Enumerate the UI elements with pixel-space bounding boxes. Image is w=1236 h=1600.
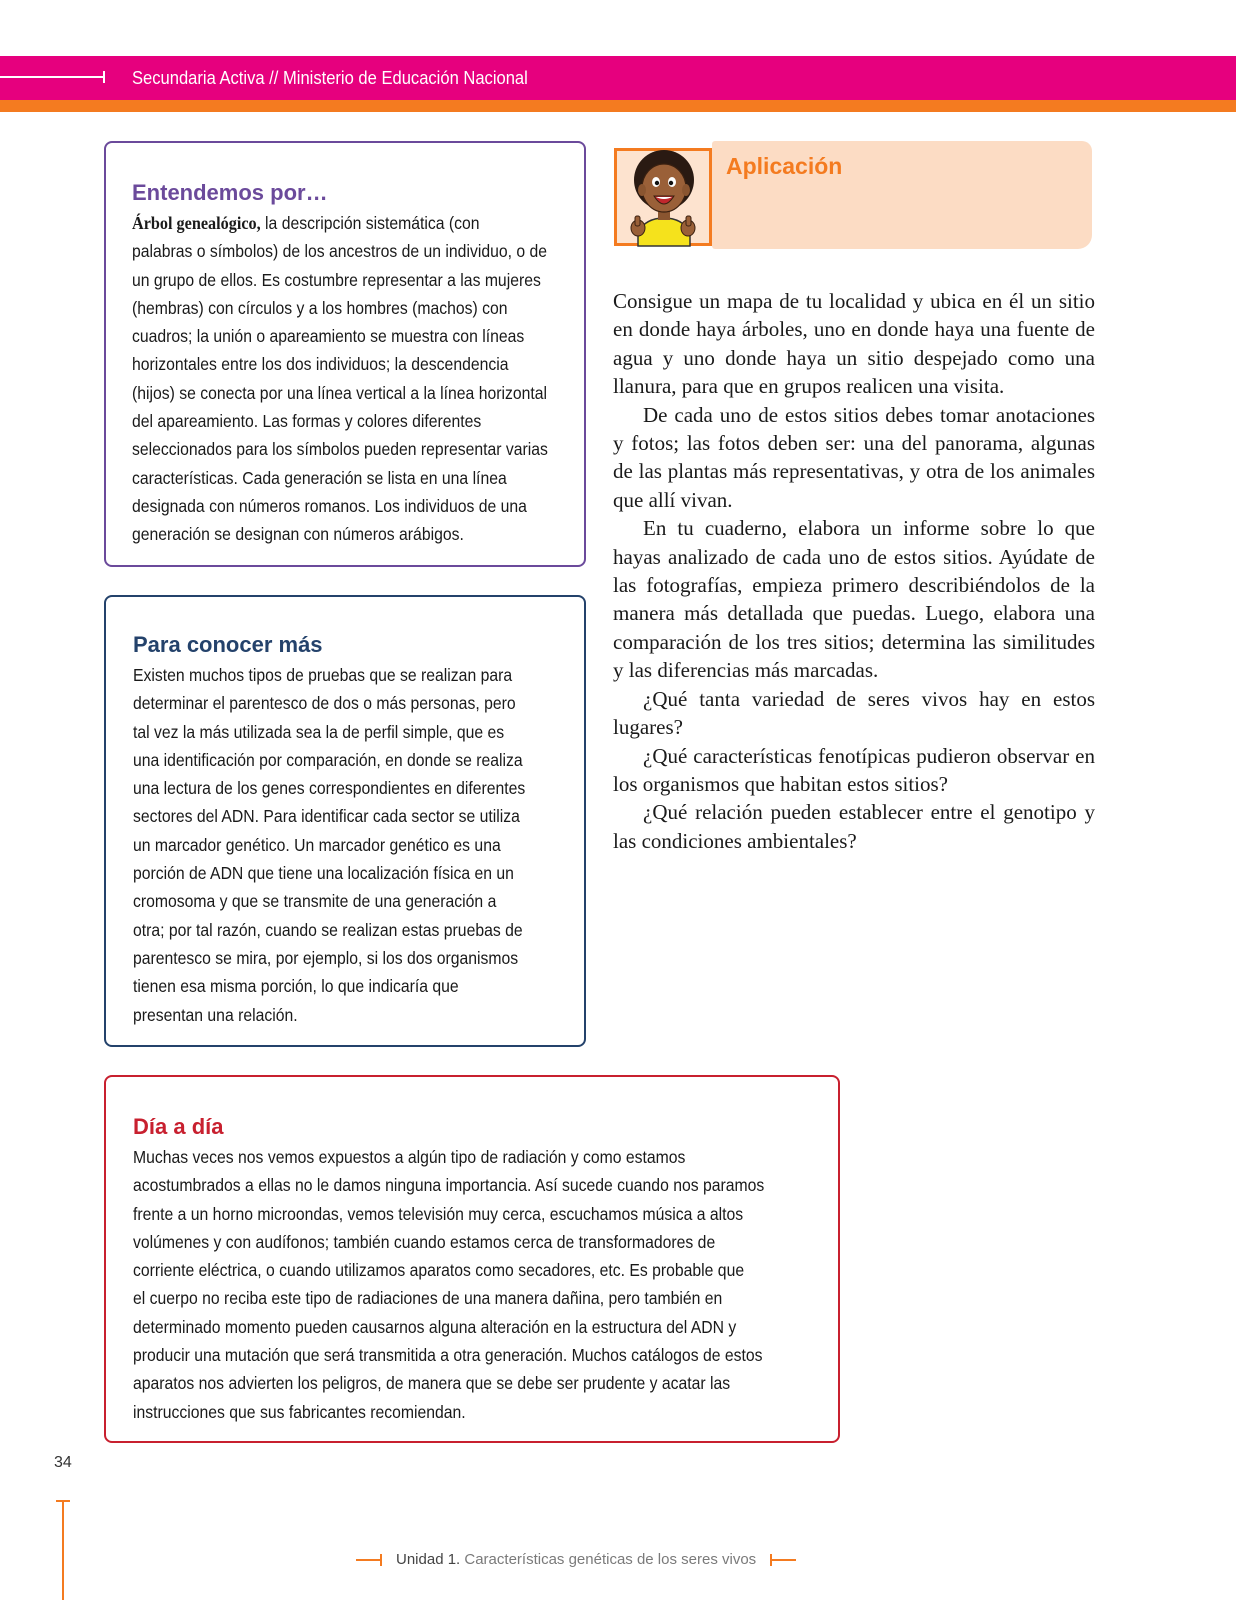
header-rule-tick (103, 71, 105, 83)
dia-text: Muchas veces nos vemos expuestos a algún tipo de radiación y como estamos acostumbrados a ellas no le damos ninguna importancia. Así sucede cuando nos paramos frente a un horno microondas, vemos televisión muy cerca, escuchamos música a altos volúmenes y con audífonos; también cuando estamos cerca de transformadores de corriente eléctrica, o cuando utilizamos aparatos como secadores, etc. Es probable que el cuerpo no reciba este tipo de radiaciones de una manera dañina, pero también en determinado momento pueden causarnos alguna alteración en la estructura del ADN y producir una mutación que será transmitida a otra generación. Muchos catálogos de estos aparatos nos advierten los peligros, de manera que se debe ser prudente y acatar las instrucciones que sus fabricantes recomiendan. (133, 1147, 765, 1422)
aplicacion-body (613, 287, 1095, 855)
conocer-box (104, 595, 586, 1047)
margin-rule (62, 1500, 64, 1600)
footer (356, 1550, 796, 1570)
entendemos-term: Árbol genealógico, (132, 213, 261, 233)
student-thumbs-up-icon (616, 140, 712, 248)
footer-title: Características genéticas de los seres vivos (460, 1551, 757, 1568)
footer-unit: Unidad 1. (396, 1551, 461, 1568)
aplicacion-question: ¿Qué características fenotípicas pudieron observar en los organismos que habitan estos sitios? (613, 743, 1095, 796)
footer-trail-rule (770, 1559, 796, 1561)
entendemos-box (104, 141, 586, 567)
dia-box (104, 1075, 840, 1443)
entendemos-title: Entendemos por… (132, 180, 328, 205)
aplicacion-question: ¿Qué relación pueden establecer entre el genotipo y las condiciones ambientales? (613, 800, 1095, 853)
margin-rule-tick (56, 1500, 70, 1502)
aplicacion-paragraph: En tu cuaderno, elabora un informe sobre lo que hayas analizado de cada uno de estos sitios. Ayúdate de las fotografías, empieza primero describiéndolos de la manera más detallada que puedas. Luego, elabora una comparación de los tres sitios; determina las similitudes y las diferencias más marcadas. (613, 516, 1095, 683)
entendemos-body (132, 209, 652, 549)
header-rule (0, 76, 104, 78)
aplicacion-paragraph: Consigue un mapa de tu localidad y ubica en él un sitio en donde haya árboles, uno en donde haya una fuente de agua y uno donde haya un sitio despejado como una llanura, para que en grupos realicen una visita. (613, 289, 1095, 399)
entendemos-text: Árbol genealógico, la descripción sistemática (con palabras o símbolos) de los ancestros de un individuo, o de un grupo de ellos. Es costumbre representar a las mujeres (hembras) con círculos y a los hombres (machos) con cuadros; la unión o apareamiento se muestra con líneas horizontales entre los dos individuos; la descendencia (hijos) se conecta por una línea vertical a la línea horizontal del apareamiento. Las formas y colores diferentes seleccionados para los símbolos pueden representar varias características. Cada generación se lista en una línea designada con números romanos. Los individuos de una generación se designan con números arábigos. (132, 213, 548, 545)
footer-lead-rule (356, 1559, 382, 1561)
conocer-title: Para conocer más (133, 632, 323, 657)
aplicacion-title: Aplicación (726, 153, 843, 179)
header-title: Secundaria Activa // Ministerio de Educación Nacional (132, 68, 528, 88)
conocer-body (133, 661, 653, 1029)
dia-title: Día a día (133, 1114, 224, 1139)
aplicacion-question: ¿Qué tanta variedad de seres vivos hay en estos lugares? (613, 686, 1095, 740)
conocer-text: Existen muchos tipos de pruebas que se realizan para determinar el parentesco de dos o más personas, pero tal vez la más utilizada sea la de perfil simple, que es una identificación por comparación, en donde se realiza una lectura de los genes correspondientes en diferentes sectores del ADN. Para identificar cada sector se utiliza un marcador genético. Un marcador genético es una porción de ADN que tiene una localización física en un cromosoma y que se transmite de una generación a otra; por tal razón, cuando se realizan estas pruebas de parentesco se mira, por ejemplo, si los dos organismos tienen esa misma porción, lo que indicaría que presentan una relación. (133, 665, 526, 1025)
page-number: 34 (54, 1454, 72, 1471)
header-orange-stripe (0, 100, 1236, 112)
aplicacion-paragraph: De cada uno de estos sitios debes tomar anotaciones y fotos; las fotos deben ser: una del panorama, algunas de las plantas más representativas, y otra de los animales que allí vivan. (613, 402, 1095, 512)
dia-body (133, 1143, 893, 1426)
